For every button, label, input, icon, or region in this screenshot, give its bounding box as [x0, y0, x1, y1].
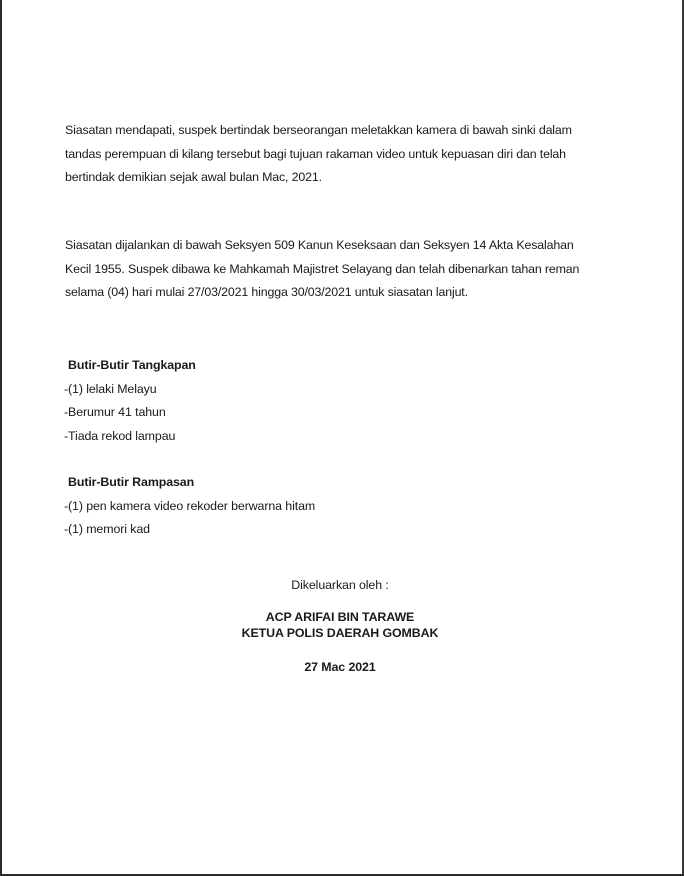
issued-by-label: Dikeluarkan oleh : — [291, 578, 389, 592]
issuer-position: KETUA POLIS DAERAH GOMBAK — [241, 626, 439, 640]
law-paragraph-line: Kecil 1955. Suspek dibawa ke Mahkamah Majistret Selayang dan telah dibenarkan tahan reman — [65, 261, 580, 276]
issue-date: 27 Mac 2021 — [304, 660, 376, 674]
investigation-paragraph-line: Siasatan mendapati, suspek bertindak berseorangan meletakkan kamera di bawah sinki dalam — [65, 123, 572, 137]
seizure-details-section — [64, 474, 464, 537]
arrest-detail-item: -Tiada rekod lampau — [64, 428, 176, 443]
investigation-paragraph — [65, 119, 665, 190]
law-paragraph — [65, 234, 665, 305]
arrest-detail-item: -Berumur 41 tahun — [64, 405, 166, 420]
issuer-name: ACP ARIFAI BIN TARAWE — [265, 610, 415, 624]
page-left-edge — [0, 0, 2, 876]
arrest-details-title: Butir-Butir Tangkapan — [68, 358, 196, 372]
arrest-detail-item: -(1) lelaki Melayu — [64, 381, 157, 396]
investigation-paragraph-line: bertindak demikian sejak awal bulan Mac, 2021. — [65, 170, 322, 184]
seizure-details-title: Butir-Butir Rampasan — [68, 475, 195, 489]
law-paragraph-line: selama (04) hari mulai 27/03/2021 hingga 30/03/2021 untuk siasatan lanjut. — [65, 285, 468, 299]
investigation-paragraph-line: tandas perempuan di kilang tersebut bagi tujuan rakaman video untuk kepuasan diri dan telah — [65, 146, 566, 161]
law-paragraph-line: Siasatan dijalankan di bawah Seksyen 509 Kanun Keseksaan dan Seksyen 14 Akta Kesalahan — [65, 238, 574, 252]
seizure-detail-item: -(1) memori kad — [64, 522, 150, 537]
arrest-details-section — [64, 357, 464, 444]
seizure-detail-item: -(1) pen kamera video rekoder berwarna hitam — [64, 498, 316, 513]
